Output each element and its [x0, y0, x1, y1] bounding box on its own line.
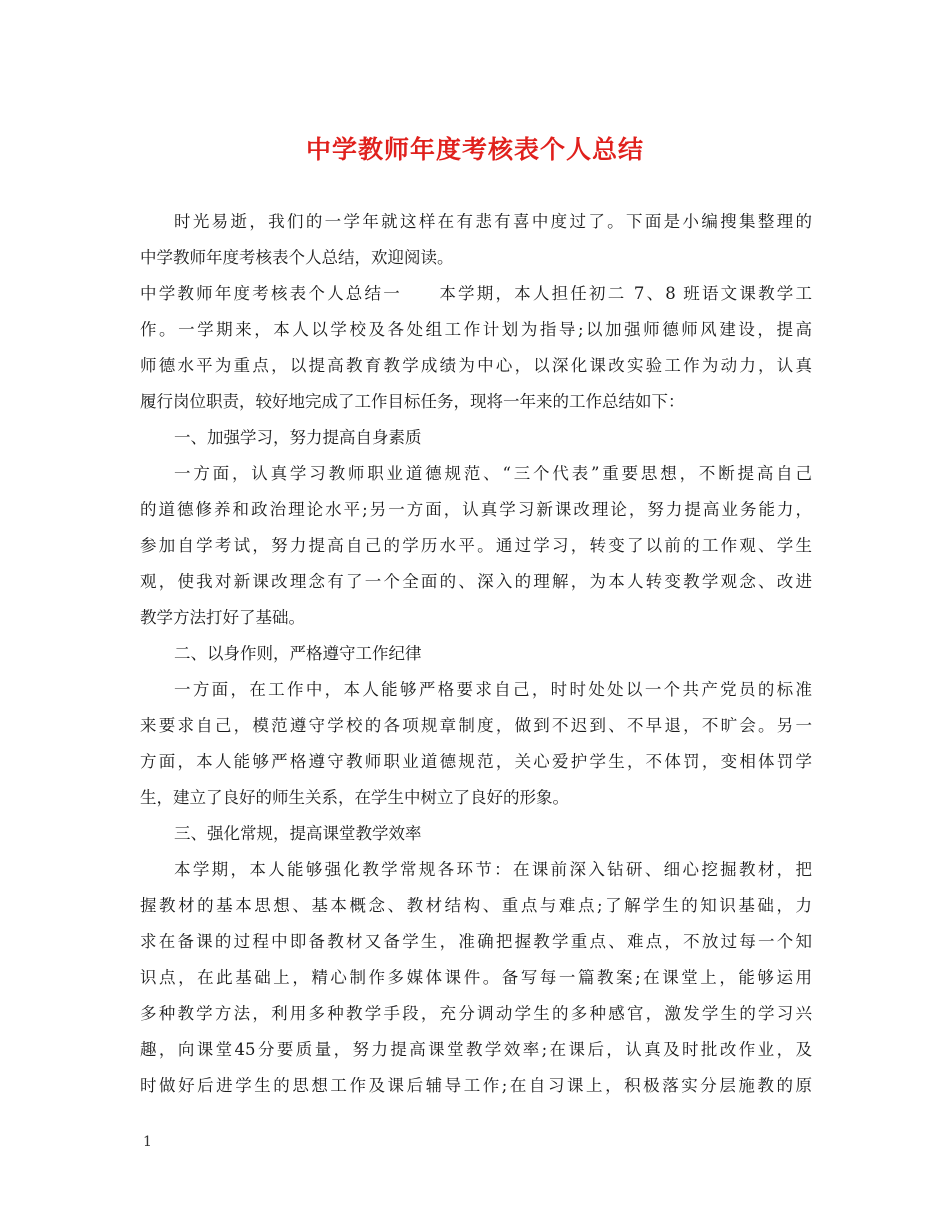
text-line: 参加自学考试，努力提高自己的学历水平。通过学习，转变了以前的工作观、学生 [140, 536, 812, 555]
text-line: 观，使我对新课改理念有了一个全面的、深入的理解，为本人转变教学观念、改进 [140, 572, 812, 591]
section-heading: 二、以身作则，严格遵守工作纪律 [174, 644, 422, 663]
text-line: 作。一学期来，本人以学校及各处组工作计划为指导;以加强师德师风建设，提高 [140, 320, 812, 339]
text-line: 中学教师年度考核表个人总结一 本学期，本人担任初二 7、8 班语文课教学工 [140, 284, 812, 303]
text-line: 履行岗位职责，较好地完成了工作目标任务，现将一年来的工作总结如下： [140, 392, 685, 411]
section-heading: 一、加强学习，努力提高自身素质 [174, 428, 422, 447]
text-line: 识点，在此基础上，精心制作多媒体课件。备写每一篇教案;在课堂上，能够运用 [140, 968, 812, 987]
section-heading: 三、强化常规，提高课堂教学效率 [174, 824, 422, 843]
text-line: 多种教学方法，利用多种教学手段，充分调动学生的多种感官，激发学生的学习兴 [140, 1004, 812, 1023]
text-line: 的道德修养和政治理论水平;另一方面，认真学习新课改理论，努力提高业务能力， [140, 500, 812, 519]
text-line: 来要求自己，模范遵守学校的各项规章制度，做到不迟到、不早退，不旷会。另一 [140, 716, 812, 735]
text-line: 生，建立了良好的师生关系，在学生中树立了良好的形象。 [140, 788, 569, 807]
document-body [140, 204, 812, 1104]
text-line: 求在备课的过程中即备教材又备学生，准确把握教学重点、难点，不放过每一个知 [140, 932, 812, 951]
text-line: 方面，本人能够严格遵守教师职业道德规范，关心爱护学生，不体罚，变相体罚学 [140, 752, 812, 771]
text-line: 中学教师年度考核表个人总结，欢迎阅读。 [140, 248, 454, 267]
text-line: 时做好后进学生的思想工作及课后辅导工作;在自习课上，积极落实分层施教的原 [140, 1076, 812, 1095]
document-title: 中学教师年度考核表个人总结 [305, 135, 644, 164]
page-number: 1 [143, 1134, 152, 1150]
text-line: 一方面，在工作中，本人能够严格要求自己，时时处处以一个共产党员的标准 [174, 680, 812, 699]
text-line: 师德水平为重点，以提高教育教学成绩为中心，以深化课改实验工作为动力，认真 [140, 356, 812, 375]
text-line: 一方面，认真学习教师职业道德规范、“三个代表”重要思想，不断提高自己 [174, 464, 812, 483]
text-line: 本学期，本人能够强化教学常规各环节：在课前深入钻研、细心挖掘教材，把 [174, 860, 812, 879]
text-line: 握教材的基本思想、基本概念、教材结构、重点与难点;了解学生的知识基础，力 [140, 896, 812, 915]
text-line: 趣，向课堂45分要质量，努力提高课堂教学效率;在课后，认真及时批改作业，及 [140, 1040, 812, 1059]
text-line: 教学方法打好了基础。 [140, 608, 305, 627]
text-line: 时光易逝，我们的一学年就这样在有悲有喜中度过了。下面是小编搜集整理的 [174, 212, 812, 231]
